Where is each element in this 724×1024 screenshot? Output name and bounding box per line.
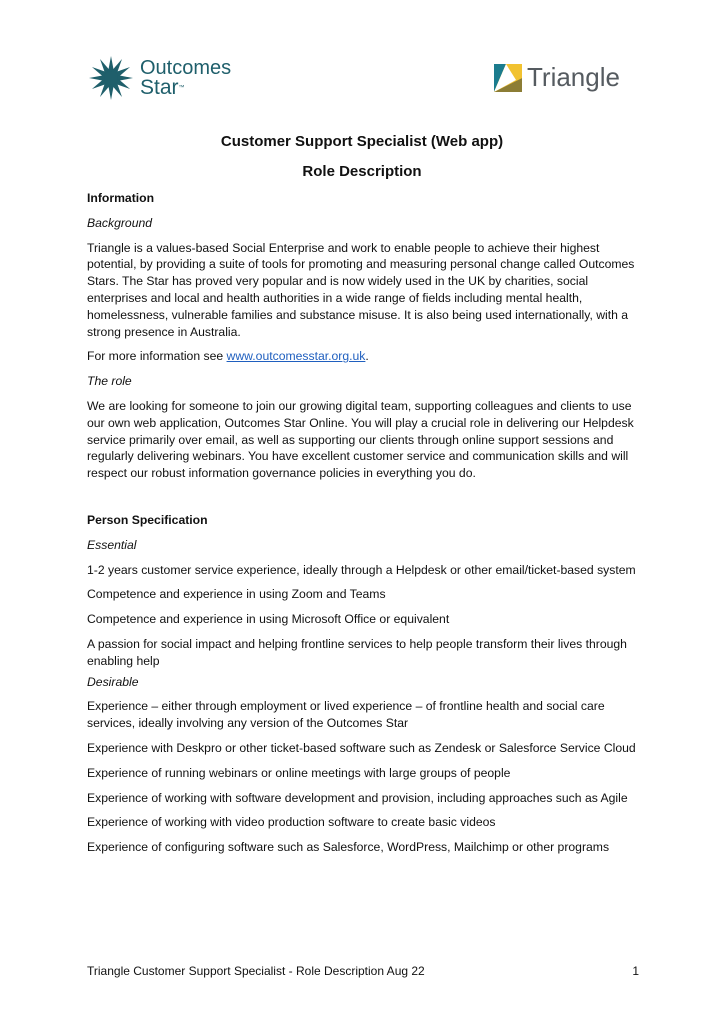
subheading-essential: Essential — [87, 537, 137, 552]
section-heading-information: Information — [87, 191, 155, 205]
website-link[interactable]: www.outcomesstar.org.uk — [226, 349, 366, 364]
desirable-item: Experience of working with video production software to create basic videos — [87, 815, 496, 830]
document-subtitle: Role Description — [302, 163, 422, 180]
background-paragraph: Triangle is a values-based Social Enterprise and work to enable people to achieve their highest potential, by providing a suite of tools for promoting and measuring personal change called Outcomes Stars. The Star has proved very popular and is now widely used in the UK by charities, social enterprises and local and health authorities in a wide range of fields including mental health, homelessness, vulnerable families and substance misuse. It is also being used internationally, with a strong presence in Australia. — [87, 240, 635, 339]
essential-item: A passion for social impact and helping frontline services to help people transform their lives through enabling help — [87, 636, 627, 668]
essential-item: Competence and experience in using Zoom and Teams — [87, 587, 386, 602]
more-info-prefix: For more information see — [87, 349, 227, 364]
page-footer — [87, 964, 639, 978]
desirable-item: Experience of working with software development and provision, including approaches such as Agile — [87, 790, 628, 805]
more-info-paragraph — [87, 348, 639, 365]
subheading-desirable: Desirable — [87, 674, 139, 689]
desirable-item: Experience with Deskpro or other ticket-based software such as Zendesk or Salesforce Service Cloud — [87, 740, 636, 755]
desirable-item: Experience of running webinars or online meetings with large groups of people — [87, 765, 511, 780]
section-heading-person-spec: Person Specification — [87, 512, 208, 527]
triangle-logo-icon — [494, 64, 522, 92]
subheading-background: Background — [87, 215, 153, 230]
essential-item: 1-2 years customer service experience, ideally through a Helpdesk or other email/ticket-based system — [87, 562, 636, 577]
footer-text: Triangle Customer Support Specialist - Role Description Aug 22 — [87, 964, 425, 978]
subheading-the-role: The role — [87, 374, 132, 389]
outcomes-star-logo — [88, 55, 231, 101]
document-title: Customer Support Specialist (Web app) — [220, 133, 504, 150]
desirable-item: Experience – either through employment or lived experience – of frontline health and social care services, ideally involving any version of the Outcomes Star — [87, 699, 605, 731]
logo-text-star: Star — [140, 76, 179, 99]
triangle-logo — [494, 62, 620, 93]
document-body — [87, 190, 639, 864]
more-info-suffix: . — [365, 349, 369, 364]
trademark: ™ — [178, 85, 185, 91]
desirable-item: Experience of configuring software such as Salesforce, WordPress, Mailchimp or other programs — [87, 840, 610, 855]
logo-text-triangle: Triangle — [527, 62, 620, 92]
role-paragraph: We are looking for someone to join our growing digital team, supporting colleagues and clients to use our own web application, Outcomes Star Online. You will play a crucial role in delivering our Helpdesk service primarily over email, as well as supporting our clients through online support sessions and regularly delivering webinars. You have excellent customer service and communication skills and will respect our robust information governance policies in everything you do. — [87, 398, 634, 481]
star-icon — [88, 55, 134, 101]
essential-item: Competence and experience in using Microsoft Office or equivalent — [87, 612, 450, 627]
page-number: 1 — [632, 964, 639, 978]
logo-text-outcomes: Outcomes — [140, 57, 232, 79]
